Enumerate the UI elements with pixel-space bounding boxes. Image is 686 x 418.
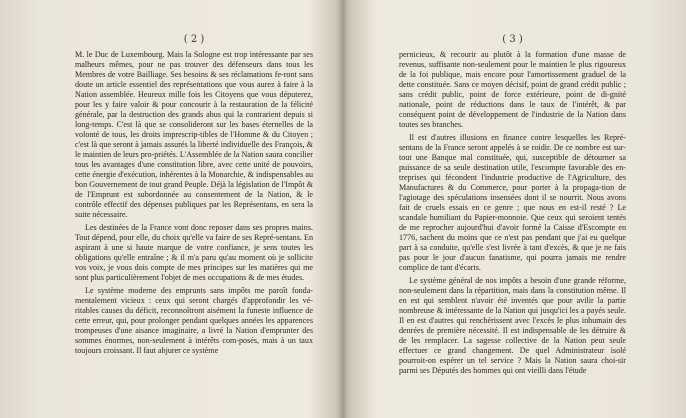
page-body — [75, 50, 313, 356]
page-body — [399, 50, 626, 376]
paragraph: Le système moderne des emprunts sans impôts me paroît fonda-mentalement vicieux : ceux qui seront chargés d'approfondir les vé-ritables causes du déficit, reconnoîtront aisément la funeste influence de cette erreur, qui, pour prolonger pendant quelques années les apparences trompeuses d'une aisance imaginaire, a livré la Nation d'emprunter des sommes énormes, non-seulement à intérêts com-posés, mais à un taux toujours croissant. Il faut abjurer ce système — [75, 286, 313, 355]
right-page — [343, 0, 686, 418]
paragraph: Le système général de nos impôts a besoin d'une grande réforme, non-seulement dans la répartition, mais dans la constitution même. Il en est qui semblent n'avoir été inventés que pour avilir la partie nombreuse & intéressante de la Nation qui jusqu'ici les a payés seule. Il en est d'autres qui renchérissent avec l'excès le plus inhumain des denrées de première nécessité. Il est indispensable de les détruire & de les remplacer. La sagesse collective de la Nation peut seule effectuer ce grand changement. De quel Administrateur isolé pourroit-on espérer un tel service ? Mais la Nation saura choi-sir parmi ses Députés des hommes qui ont vieilli dans l'étude — [399, 276, 626, 375]
paragraph: Les destinées de la France vont donc reposer dans ses propres mains. Tout dépend, pour elle, du choix qu'elle va faire de ses Repré-sentans. En aspirant à une si haute marque de votre confiance, je sens toutes les obligations qu'elle entraîne ; & il m'a paru qu'au moment où je sollicite vos voix, je vous dois compte de mes principes sur les matières qui me sont plus particulièrement l'objet de mes occupations & de mes études. — [75, 223, 313, 282]
page-number: ( 2 ) — [183, 34, 205, 45]
page-number: ( 3 ) — [502, 34, 523, 45]
paragraph: Il est d'autres illusions en finance contre lesquelles les Repré-sentans de la France seront appelés à se roidir. De ce nombre est sur-tout une Banque mal constituée, qui, susceptible de détourner sa puissance de sa seule destination utile, l'escompte favorable des en-treprises qui fécondent l'industrie productive de l'Agriculture, des Manufactures & du Commerce, pour porter à la propaga-tion de l'agiotage des spéculations insensées dont il se nourrit. Nous avons fait de cruels essais en ce genre ; que nous en est-il resté ? Le scandale humiliant du Papier-monnoie. Que ceux qui seroient tentés de me reprocher aujourd'hui d'avoir formé la Caisse d'Escompte en 1776, sachent du moins que ce n'est pas pendant que j'ai eu quelque part à sa conduite, qu'elle s'est livrée à tant d'excès, & que je ne fais pas pour le jour d'aucun fanatisme, qui pourra jamais me rendre complice de tant d'écarts. — [399, 133, 626, 272]
paragraph: M. le Duc de Luxembourg. Mais la Sologne est trop intéressante par ses malheurs mêmes, pour ne pas trouver des défenseurs dans tous les Membres de votre Bailliage. Ses besoins & ses réclamations fe-ront sans doute un article essentiel des représentations que vous aurez à faire à la Nation assemblée. Heureux mille fois les Citoyens que vous députerez, pour les y faire valoir & pour concourir à la restauration de la félicité générale, par la destruction des grands abus qui la contrarient depuis si long-temps. C'est là que se consolideront sur les bases éternelles de la volonté de tous, les droits imprescrip-tibles de l'Homme & du Citoyen ; c'est là que seront à jamais assurés la liberté individuelle des François, & le maintien de leurs pro-priétés. L'Assemblée de la Nation saura concilier tous les avantages d'une constitution libre, avec cette unité de pouvoirs, cette énergie d'exécution, inhérentes à la Monarchie, & indispensables au bon Gouvernement de tout grand Peuple. Déjà la législation de l'Impôt & de l'Emprunt est subordonnée au consentement de la Nation, & le contrôle effectif des dépenses publiques par les Représentans, en sera la suite nécessaire. — [75, 50, 313, 219]
paragraph: pernicieux, & recourir au plutôt à la formation d'une masse de revenus, suffisante non-seulement pour le maintien le plus rigoureux de la foi publique, mais encore pour l'amortissement graduel de la dette constituée. Sans ce moyen décisif, point de grand crédit public ; sans crédit public, point de force extérieure, point de di-gnité nationale, point de réductions dans le taux de l'intérêt, & par conséquent point de développement de l'industrie de la Nation dans toutes ses branches. — [399, 50, 626, 129]
